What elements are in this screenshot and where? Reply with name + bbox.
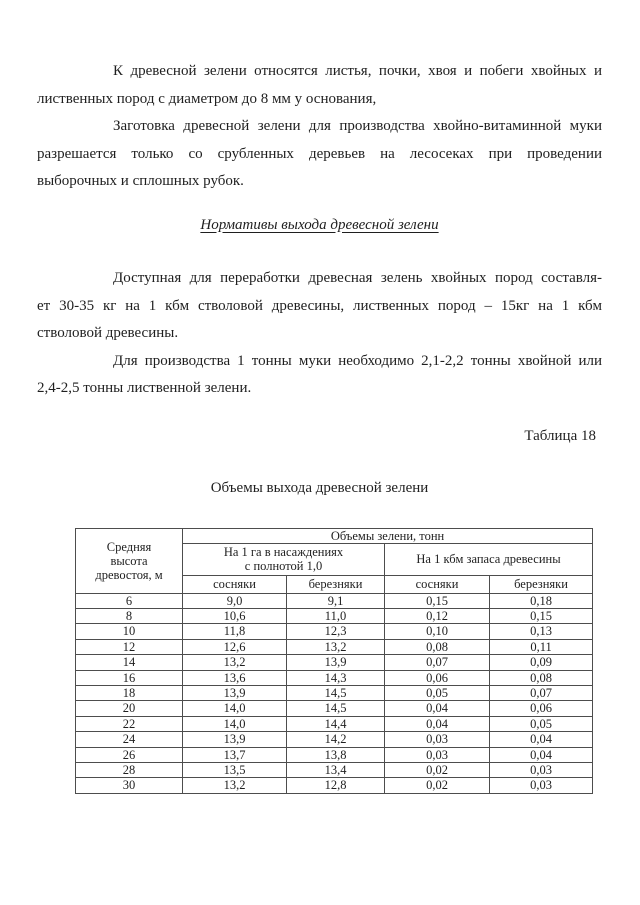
table-row bbox=[76, 655, 593, 670]
paragraph-line: стволовой древесины. bbox=[37, 325, 179, 341]
table-cell: 8 bbox=[76, 608, 183, 623]
table-row bbox=[76, 593, 593, 608]
table-cell: 0,11 bbox=[490, 639, 593, 654]
table-cell: 13,6 bbox=[183, 670, 287, 685]
header-line: с полнотой 1,0 bbox=[244, 559, 323, 573]
table-cell: 0,02 bbox=[385, 778, 490, 793]
table-cell: 0,09 bbox=[490, 655, 593, 670]
table-cell: 0,04 bbox=[385, 716, 490, 731]
table-cell: 0,08 bbox=[385, 639, 490, 654]
table-cell: 13,2 bbox=[287, 639, 385, 654]
column-header-height bbox=[76, 528, 183, 593]
section-heading-text: Нормативы выхода древесной зелени bbox=[200, 216, 439, 233]
table-cell: 16 bbox=[76, 670, 183, 685]
table-cell: 13,7 bbox=[183, 747, 287, 762]
table-title: Объемы выхода древесной зелени bbox=[210, 480, 429, 496]
table-cell: 0,15 bbox=[385, 593, 490, 608]
table-cell: 0,03 bbox=[490, 778, 593, 793]
table-cell: 14,2 bbox=[287, 732, 385, 747]
paragraph-line: ет 30-35 кг на 1 кбм стволовой древесины, лиственных пород – 15кг на 1 кбм bbox=[37, 297, 602, 314]
paragraph-flour-production bbox=[37, 348, 602, 403]
paragraph-intro bbox=[37, 58, 602, 113]
paragraph-line: К древесной зелени относятся листья, почки, хвоя и побеги хвойных и bbox=[113, 63, 602, 79]
table-cell: 14,0 bbox=[183, 716, 287, 731]
table-cell: 9,1 bbox=[287, 593, 385, 608]
table-cell: 11,0 bbox=[287, 608, 385, 623]
table-cell: 18 bbox=[76, 685, 183, 700]
table-cell: 0,13 bbox=[490, 624, 593, 639]
column-header-per-hectare bbox=[183, 543, 385, 575]
table-cell: 0,06 bbox=[490, 701, 593, 716]
table-cell: 13,9 bbox=[287, 655, 385, 670]
table-cell: 14,3 bbox=[287, 670, 385, 685]
table-row bbox=[76, 701, 593, 716]
table-cell: 0,03 bbox=[385, 747, 490, 762]
table-cell: 14,5 bbox=[287, 701, 385, 716]
table-cell: 14,0 bbox=[183, 701, 287, 716]
column-header-pine-kbm: сосняки bbox=[385, 575, 490, 593]
table-header bbox=[76, 528, 593, 593]
header-line: Средняя bbox=[106, 539, 152, 554]
table-cell: 12 bbox=[76, 639, 183, 654]
table-cell: 13,9 bbox=[183, 685, 287, 700]
table-row bbox=[76, 747, 593, 762]
paragraph-line: разрешается только со срубленных деревьев на лесосеках при проведении bbox=[37, 145, 602, 162]
paragraph-yield-norms bbox=[37, 265, 602, 348]
table-cell: 9,0 bbox=[183, 593, 287, 608]
table-body bbox=[76, 593, 593, 793]
header-line: На 1 га в насаждениях bbox=[223, 545, 344, 559]
table-cell: 13,4 bbox=[287, 762, 385, 777]
header-line: древостоя, м bbox=[95, 567, 163, 582]
header-line: На 1 кбм запаса древесины bbox=[416, 552, 561, 566]
table-number-label: Таблица 18 bbox=[524, 427, 596, 444]
table-row bbox=[76, 670, 593, 685]
table-row bbox=[76, 685, 593, 700]
table-cell: 12,8 bbox=[287, 778, 385, 793]
table-cell: 0,04 bbox=[385, 701, 490, 716]
column-header-birch-ha: березняки bbox=[287, 575, 385, 593]
table-cell: 13,2 bbox=[183, 655, 287, 670]
table-cell: 0,05 bbox=[385, 685, 490, 700]
table-cell: 13,5 bbox=[183, 762, 287, 777]
table-row bbox=[76, 624, 593, 639]
table-cell: 0,15 bbox=[490, 608, 593, 623]
table-row bbox=[76, 732, 593, 747]
section-heading bbox=[37, 212, 602, 240]
table-cell: 24 bbox=[76, 732, 183, 747]
table-cell: 0,18 bbox=[490, 593, 593, 608]
table-row bbox=[76, 778, 593, 793]
paragraph-line: 2,4-2,5 тонны лиственной зелени. bbox=[37, 380, 252, 396]
table-cell: 0,04 bbox=[490, 732, 593, 747]
paragraph-line: Для производства 1 тонны муки необходимо 2,1-2,2 тонны хвойной или bbox=[113, 352, 602, 369]
table-cell: 28 bbox=[76, 762, 183, 777]
column-header-birch-kbm: березняки bbox=[490, 575, 593, 593]
paragraph-line: выборочных и сплошных рубок. bbox=[37, 173, 244, 189]
table-cell: 0,07 bbox=[490, 685, 593, 700]
table-cell: 10 bbox=[76, 624, 183, 639]
paragraph-line: лиственных пород с диаметром до 8 мм у основания, bbox=[37, 90, 377, 107]
column-header-per-cubic-meter bbox=[385, 543, 593, 575]
table-cell: 12,3 bbox=[287, 624, 385, 639]
yield-table bbox=[75, 528, 593, 794]
paragraph-line: Заготовка древесной зелени для производства хвойно-витаминной муки bbox=[113, 118, 602, 134]
table-cell: 30 bbox=[76, 778, 183, 793]
table-cell: 0,02 bbox=[385, 762, 490, 777]
table-cell: 14 bbox=[76, 655, 183, 670]
table-row bbox=[76, 762, 593, 777]
table-cell: 0,08 bbox=[490, 670, 593, 685]
table-cell: 13,2 bbox=[183, 778, 287, 793]
table-cell: 10,6 bbox=[183, 608, 287, 623]
column-header-volumes: Объемы зелени, тонн bbox=[183, 528, 593, 543]
table-cell: 0,10 bbox=[385, 624, 490, 639]
table-cell: 0,07 bbox=[385, 655, 490, 670]
table-cell: 0,12 bbox=[385, 608, 490, 623]
table-cell: 0,04 bbox=[490, 747, 593, 762]
paragraph-harvesting bbox=[37, 113, 602, 196]
header-line: высота bbox=[110, 553, 148, 568]
table-cell: 11,8 bbox=[183, 624, 287, 639]
table-cell: 6 bbox=[76, 593, 183, 608]
table-cell: 12,6 bbox=[183, 639, 287, 654]
table-cell: 13,9 bbox=[183, 732, 287, 747]
table-row bbox=[76, 639, 593, 654]
table-cell: 22 bbox=[76, 716, 183, 731]
table-cell: 0,05 bbox=[490, 716, 593, 731]
table-cell: 13,8 bbox=[287, 747, 385, 762]
table-cell: 26 bbox=[76, 747, 183, 762]
paragraph-line: Доступная для переработки древесная зелень хвойных пород составля- bbox=[113, 270, 602, 286]
table-cell: 14,5 bbox=[287, 685, 385, 700]
table-row bbox=[76, 716, 593, 731]
table-cell: 0,06 bbox=[385, 670, 490, 685]
table-cell: 20 bbox=[76, 701, 183, 716]
table-cell: 0,03 bbox=[385, 732, 490, 747]
table-cell: 0,03 bbox=[490, 762, 593, 777]
column-header-pine-ha: сосняки bbox=[183, 575, 287, 593]
table-cell: 14,4 bbox=[287, 716, 385, 731]
table-row bbox=[76, 608, 593, 623]
